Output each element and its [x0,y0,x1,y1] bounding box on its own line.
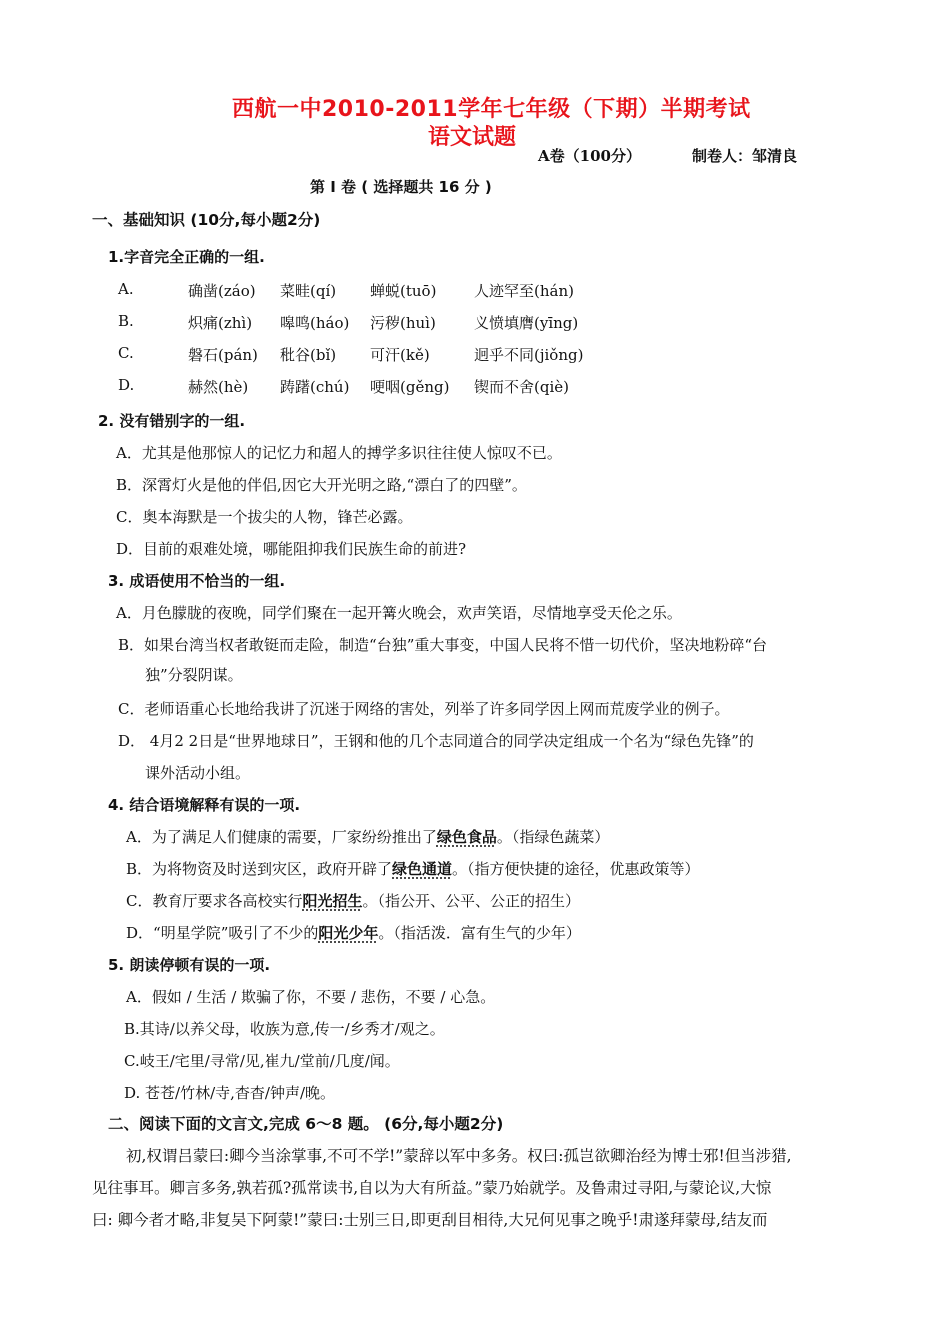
q3-option-a: A．月色朦胧的夜晚，同学们聚在一起开篝火晚会，欢声笑语，尽情地享受天伦之乐。 [116,604,682,622]
q4-a-term: 绿色食品 [436,828,497,846]
q1-label-b: B. [118,312,134,330]
q1-label-d: D. [118,376,135,394]
q3-option-b-line2: 独”分裂阴谋。 [145,666,243,684]
q3-option-d-line2: 课外活动小组。 [145,764,251,782]
q1-c-item-2: 秕谷(bǐ) [280,346,337,364]
q4-d-term: 阳光少年 [318,924,379,942]
q1-c-item-3: 可汗(kě) [370,346,430,364]
q1-a-item-3: 蝉蜕(tuō) [370,282,437,300]
passage-line-2: 见往事耳。卿言多务,孰若孤?孤常读书,自以为大有所益。”蒙乃始就学。及鲁肃过寻阳,与蒙论议,大惊 [92,1179,772,1197]
q1-b-item-1: 炽痛(zhì) [188,314,253,332]
section2-heading: 二、阅读下面的文言文,完成 6～8 题。 (6分,每小题2分) [108,1115,504,1133]
q1-stem: 1.字音完全正确的一组. [108,248,265,266]
exam-title: 西航一中2010-2011学年七年级（下期）半期考试 [232,97,751,122]
paper-label: A卷（100分） [538,147,641,165]
q1-b-item-2: 嗥鸣(háo) [280,314,350,332]
q5-option-d: D. 苍苍/竹林/寺,杳杳/钟声/晚。 [124,1084,336,1102]
q4-c-term: 阳光招生 [302,892,363,910]
q2-option-c: C．奥本海默是一个拔尖的人物，锋芒必露。 [116,508,413,526]
q5-option-c: C.岐王/宅里/寻常/见,崔九/堂前/几度/闻。 [124,1052,400,1070]
q1-c-item-4: 迥乎不同(jiǒng) [474,346,584,364]
q3-option-d-line1: D． 4月2 2日是“世界地球日”，王钢和他的几个志同道合的同学决定组成一个名为“绿色先锋”的 [118,732,754,750]
q1-a-item-4: 人迹罕至(hán) [474,282,574,300]
q2-option-a: A．尤其是他那惊人的记忆力和超人的搏学多识往往使人惊叹不已。 [116,444,562,462]
part1-heading: 第 I 卷 ( 选择题共 16 分 ) [310,178,492,196]
q2-option-d: D．目前的艰难处境，哪能阻抑我们民族生命的前进? [116,540,467,558]
q1-d-item-4: 锲而不舍(qiè) [474,378,569,396]
passage-line-1: 初,权谓吕蒙曰:卿今当涂掌事,不可不学!”蒙辞以军中多务。权曰:孤岂欲卿治经为博士邪!但当涉猎, [126,1147,792,1165]
q4-option-d: D．“明星学院”吸引了不少的阳光少年。（指活泼．富有生气的少年） [126,924,581,942]
q4-option-a: A．为了满足人们健康的需要，厂家纷纷推出了绿色食品。（指绿色蔬菜） [126,828,610,846]
q1-d-item-2: 踌躇(chú) [280,378,350,396]
q2-stem: 2. 没有错别字的一组. [98,412,246,430]
q1-d-item-1: 赫然(hè) [188,378,249,396]
q2-option-b: B．深霄灯火是他的伴侣,因它大开光明之路,“漂白了的四壁”。 [116,476,527,494]
author-label: 制卷人：邹清良 [692,147,798,165]
q5-option-b: B.其诗/以养父母，收族为意,传一/乡秀才/观之。 [124,1020,445,1038]
q4-stem: 4. 结合语境解释有误的一项. [108,796,301,814]
q5-option-a: A．假如 / 生活 / 欺骗了你，不要 / 悲伤，不要 / 心急。 [126,988,496,1006]
q1-c-item-1: 磐石(pán) [188,346,258,364]
q1-label-a: A. [118,280,134,298]
q3-option-c: C．老师语重心长地给我讲了沉迷于网络的害处，列举了许多同学因上网而荒废学业的例子。 [118,700,730,718]
q1-d-item-3: 哽咽(gěng) [370,378,450,396]
q1-b-item-3: 污秽(huì) [370,314,436,332]
q4-option-c: C．教育厅要求各高校实行阳光招生。（指公开、公平、公正的招生） [126,892,581,910]
q1-label-c: C. [118,344,134,362]
q3-stem: 3. 成语使用不恰当的一组. [108,572,286,590]
q1-b-item-4: 义愤填膺(yīng) [474,314,579,332]
q4-b-term: 绿色通道 [392,860,453,878]
q3-option-b-line1: B．如果台湾当权者敢铤而走险，制造“台独”重大事变，中国人民将不惜一切代价，坚决地粉碎“台 [118,636,768,654]
q5-stem: 5. 朗读停顿有误的一项. [108,956,271,974]
exam-subtitle: 语文试题 [428,125,517,150]
q1-a-item-2: 菜畦(qí) [280,282,337,300]
q4-option-b: B．为将物资及时送到灾区，政府开辟了绿色通道。（指方便快捷的途径，优惠政策等） [126,860,700,878]
q1-a-item-1: 确凿(záo) [188,282,256,300]
passage-line-3: 曰: 卿今者才略,非复吴下阿蒙!”蒙曰:士别三日,即更刮目相待,大兄何见事之晚乎!肃遂拜蒙母,结友而 [92,1211,768,1229]
section1-heading: 一、基础知识 (10分,每小题2分) [92,211,321,229]
